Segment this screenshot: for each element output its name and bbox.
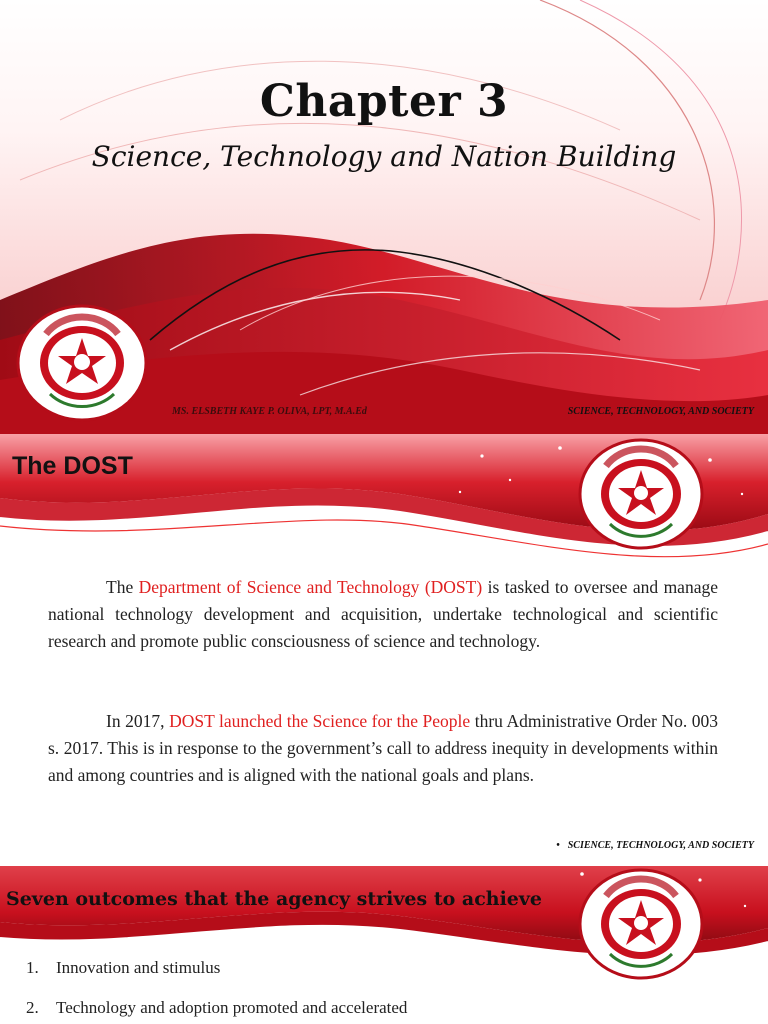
course-title: SCIENCE, TECHNOLOGY, AND SOCIETY: [567, 406, 754, 417]
science-for-people-paragraph: [48, 708, 718, 789]
list-item: [26, 998, 407, 1024]
list-item-number: 2.: [26, 998, 39, 1017]
para1-text-end: is tasked to oversee and manage national technology development and acquisition, undertake technological and scientific research and promote public consciousness of science and technology.: [48, 577, 718, 651]
para2-text-start: In 2017,: [106, 711, 170, 731]
slide-heading: Seven outcomes that the agency strives to achieve: [6, 888, 543, 910]
university-seal-logo: [578, 438, 704, 550]
list-item-text: Innovation and stimulus: [56, 958, 221, 977]
dost-slide: [0, 434, 768, 866]
dost-description-paragraph: [48, 574, 718, 655]
university-seal-logo: [578, 868, 704, 980]
list-item-text: Technology and adoption promoted and accelerated: [56, 998, 408, 1017]
slide-heading: The DOST: [12, 452, 133, 480]
outcomes-slide: [0, 866, 768, 1024]
para2-text-end: thru Administrative Order No. 003 s. 2017. This is in response to the government’s call to address inequity in developments within and among countries and is aligned with the national goals and plans.: [48, 711, 719, 785]
list-item-number: 1.: [26, 958, 39, 977]
footer-bullet: •: [556, 840, 560, 851]
university-seal-logo: [16, 304, 148, 422]
author-name: MS. ELSBETH KAYE P. OLIVA, LPT, M.A.Ed: [172, 406, 367, 417]
title-slide: [0, 0, 768, 434]
science-for-people-highlight: DOST launched the Science for the People: [169, 711, 471, 731]
slide-footer: [556, 840, 754, 851]
chapter-title: Chapter 3: [259, 76, 509, 127]
para1-text-start: The: [106, 577, 139, 597]
chapter-subtitle: Science, Technology and Nation Building: [91, 140, 677, 173]
outcomes-list: [26, 958, 407, 1024]
footer-course-title: SCIENCE, TECHNOLOGY, AND SOCIETY: [567, 840, 754, 851]
list-item: [26, 958, 407, 998]
dost-name-highlight: Department of Science and Technology (DOST): [138, 577, 483, 597]
